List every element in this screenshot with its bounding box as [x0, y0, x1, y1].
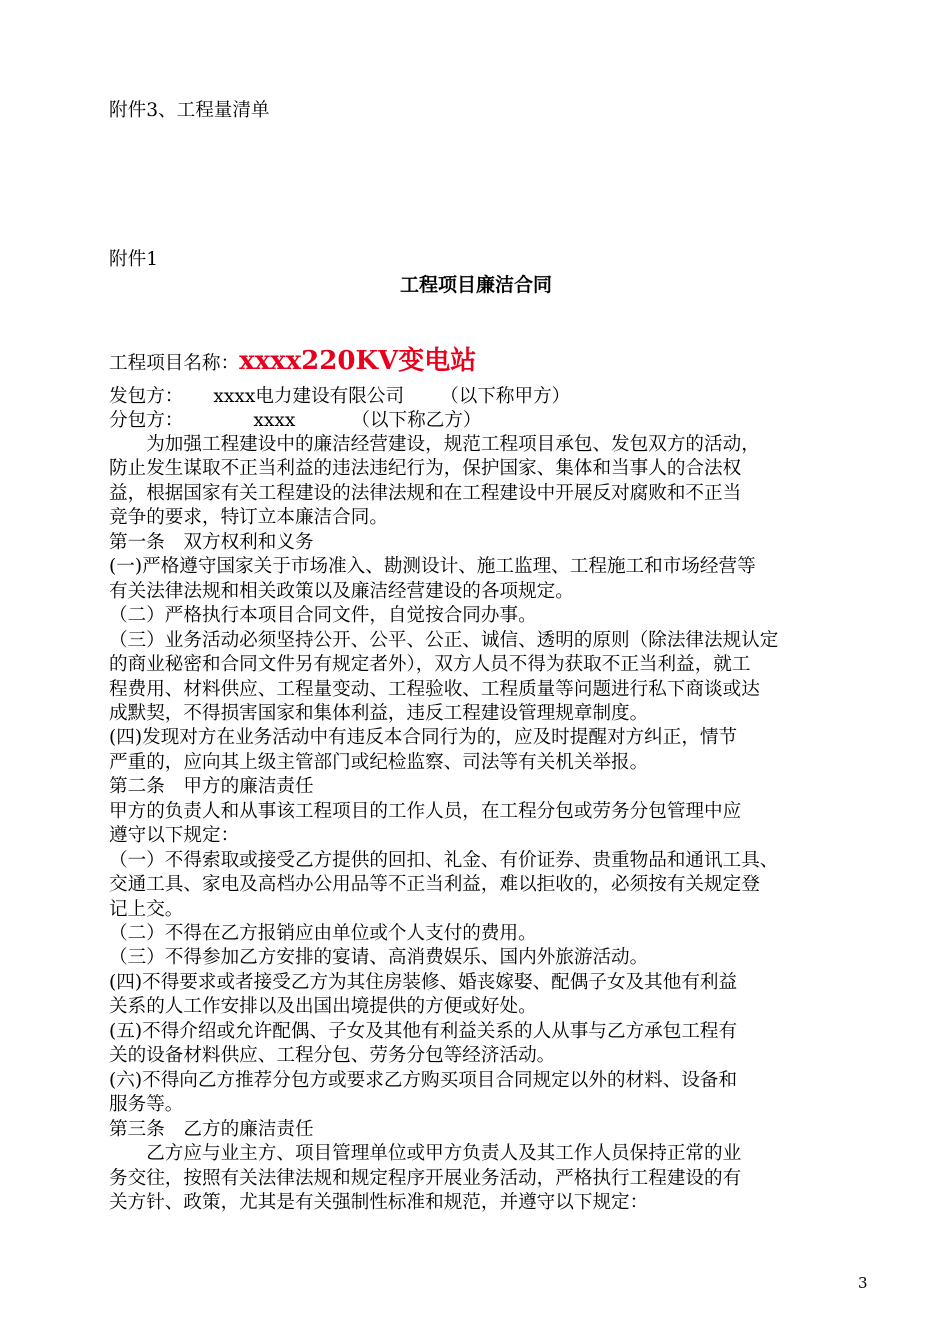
attachment3-heading: 附件3、工程量清单 — [109, 100, 270, 121]
body-line: 第二条 甲方的廉洁责任 — [109, 776, 314, 798]
body-line: 关系的人工作安排以及出国出境提供的方便或好处。 — [109, 996, 537, 1018]
party-a-row — [109, 385, 570, 409]
body-line: 的商业秘密和合同文件另有规定者外），双方人员不得为获取不正当利益，就工 — [109, 654, 751, 676]
body-line: 程费用、材料供应、工程量变动、工程验收、工程质量等问题进行私下商谈或达 — [109, 678, 760, 700]
contract-title: 工程项目廉洁合同 — [400, 274, 553, 296]
body-line: 第三条 乙方的廉洁责任 — [109, 1118, 314, 1140]
project-name-value: xxxx220KV变电站 — [239, 346, 477, 376]
body-line: 乙方应与业主方、项目管理单位或甲方负责人及其工作人员保持正常的业 — [109, 1143, 742, 1165]
body-line: 有关法律法规和相关政策以及廉洁经营建设的各项规定。 — [109, 580, 574, 602]
body-line: (六)不得向乙方推荐分包方或要求乙方购买项目合同规定以外的材料、设备和 — [109, 1069, 738, 1091]
body-line: 益，根据国家有关工程建设的法律法规和在工程建设中开展反对腐败和不正当 — [109, 482, 742, 504]
body-line: （二）不得在乙方报销应由单位或个人支付的费用。 — [109, 923, 537, 944]
body-line: (四)不得要求或者接受乙方为其住房装修、婚丧嫁娶、配偶子女及其他有利益 — [109, 971, 738, 993]
project-name-row — [109, 344, 476, 381]
body-line: 关方针、政策，尤其是有关强制性标准和规范，并遵守以下规定： — [109, 1191, 649, 1213]
body-line: (一)严格遵守国家关于市场准入、勘测设计、施工监理、工程施工和市场经营等 — [109, 556, 756, 578]
body-line: 服务等。 — [109, 1094, 184, 1116]
page-number: 3 — [858, 1274, 868, 1292]
project-name-label: 工程项目名称： — [109, 353, 240, 374]
body-line: （一）不得索取或接受乙方提供的回扣、礼金、有价证券、贵重物品和通讯工具、 — [109, 849, 779, 871]
body-line: 防止发生谋取不正当利益的违法违纪行为，保护国家、集体和当事人的合法权 — [109, 458, 742, 480]
body-line: 记上交。 — [109, 898, 184, 920]
body-line: (四)发现对方在业务活动中有违反本合同行为的，应及时提醒对方纠正，情节 — [109, 727, 738, 749]
body-line: 竞争的要求，特订立本廉洁合同。 — [109, 507, 388, 529]
party-a-name: xxxx电力建设有限公司 — [213, 386, 405, 407]
party-a-note: （以下称甲方） — [440, 386, 571, 407]
body-line: 甲方的负责人和从事该工程项目的工作人员，在工程分包或劳务分包管理中应 — [109, 800, 742, 822]
body-line: 成默契，不得损害国家和集体利益，违反工程建设管理规章制度。 — [109, 702, 649, 724]
party-b-name: xxxx — [253, 410, 296, 431]
body-line: 遵守以下规定： — [109, 825, 240, 847]
body-line: 第一条 双方权利和义务 — [109, 531, 314, 553]
party-b-row — [109, 409, 482, 433]
body-line: （二）严格执行本项目合同文件，自觉按合同办事。 — [109, 605, 537, 627]
body-line: （三）业务活动必须坚持公开、公平、公正、诚信、透明的原则（除法律法规认定 — [109, 629, 779, 651]
body-line: 关的设备材料供应、工程分包、劳务分包等经济活动。 — [109, 1045, 556, 1067]
party-a-label: 发包方： — [109, 386, 184, 407]
party-b-note: （以下称乙方） — [351, 410, 482, 431]
body-line: 为加强工程建设中的廉洁经营建设，规范工程项目承包、发包双方的活动， — [109, 434, 760, 455]
body-line: 严重的，应向其上级主管部门或纪检监察、司法等有关机关举报。 — [109, 751, 649, 773]
body-line: 务交往，按照有关法律法规和规定程序开展业务活动，严格执行工程建设的有 — [109, 1167, 742, 1189]
body-line: (五)不得介绍或允许配偶、子女及其他有利益关系的人从事与乙方承包工程有 — [109, 1020, 738, 1042]
party-b-label: 分包方： — [109, 410, 184, 431]
body-line: （三）不得参加乙方安排的宴请、高消费娱乐、国内外旅游活动。 — [109, 947, 649, 969]
attachment1-label: 附件1 — [109, 249, 159, 270]
body-line: 交通工具、家电及高档办公用品等不正当利益，难以拒收的，必须按有关规定登 — [109, 874, 760, 896]
